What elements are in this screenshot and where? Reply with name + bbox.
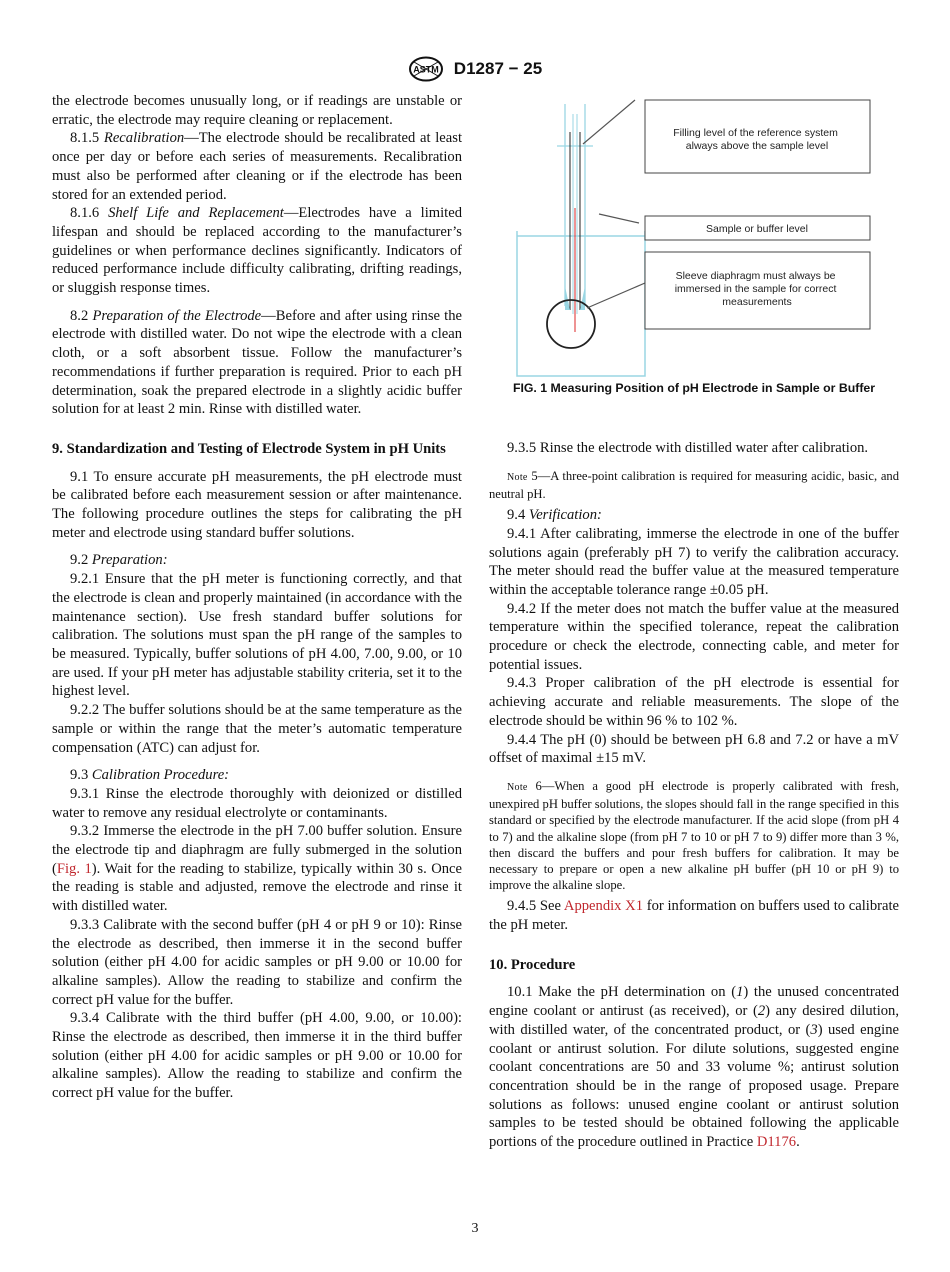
right-column (489, 439, 899, 1152)
paragraph-9-4-2: 9.4.2 If the meter does not match the buffer value at the measured temperature within the specified tolerance, repeat the calibration procedure or check the electrode, connecting cable, and meter for potential issues. (489, 600, 899, 673)
paragraph-8-1-6: 8.1.6 Shelf Life and Replacement—Electrodes have a limited lifespan and should be replaced according to the manufacturer’s guidelines or when performance declines significantly. Indicators of reduced performance include difficulty calibrating, drifting readings, or sluggish response times. (52, 205, 462, 297)
diaphragm-left (565, 286, 570, 310)
astm-logo-text: ASTM (413, 64, 439, 75)
paragraph-9-4-5: 9.4.5 See Appendix X1 for information on buffers used to calibrate the pH meter. (489, 898, 900, 934)
note-6: Note 6—When a good pH electrode is properly calibrated with fresh, unexpired pH buffer solutions, the slopes should fall in the range specified in this standard or specified by the electrode manufacturer. If the acid slope (from pH 4 to 7) and the alkaline slope (from pH 7 to 10 or pH 7 to 9) differ more than 3 %, then discard the buffers and pour fresh buffers for calibration. It may be necessary to prepare or open a new alkaline pH buffer (pH 10 or pH 9) to improve the alkaline slope. (489, 778, 899, 893)
paragraph-9-3-2: 9.3.2 Immerse the electrode in the pH 7.00 buffer solution. Ensure the electrode tip and diaphragm are fully submerged in the solution (Fig. 1). Wait for the reading to stabilize, typically within 30 s. Once the reading is stable and adjusted, remove the electrode and rinse it with distilled water. (52, 823, 463, 915)
electrode-diagram (489, 96, 899, 408)
paragraph-9-3-1: 9.3.1 Rinse the electrode thoroughly with deionized or distilled water to remove any residual electrolyte or contaminants. (52, 785, 462, 821)
label-sample-level: Sample or buffer level (706, 223, 808, 235)
section-10-heading: 10. Procedure (489, 956, 576, 973)
leader-line-1 (583, 100, 635, 144)
paragraph-9-4-1: 9.4.1 After calibrating, immerse the electrode in one of the buffer solutions again (preferably pH 7) to verify the calibration accuracy. The meter should read the buffer value at the measured temperature within the acceptable tolerance range ±0.05 pH. (489, 525, 899, 598)
left-column (52, 92, 462, 1103)
label-sleeve-diaphragm: Sleeve diaphragm must always be immersed in the sample for correct measurements (674, 270, 837, 308)
paragraph-9-3: 9.3 Calibration Procedure: (70, 767, 230, 784)
paragraph-8-1-4-continued: the electrode becomes unusually long, or if readings are unstable or erratic, the electrode may require cleaning or replacement. (52, 93, 462, 128)
paragraph-9-4-3: 9.4.3 Proper calibration of the pH electrode is essential for achieving accurate and reliable measurements. The slope of the electrode should be within 96 % to 102 %. (489, 675, 899, 729)
leader-line-3 (587, 283, 645, 308)
paragraph-9-3-3: 9.3.3 Calibrate with the second buffer (pH 4 or pH 9 or 10): Rinse the electrode as described, then immerse it in the second buffer solution (either pH 4.00 for acidic samples or pH 9.00 or 10.00 for alkaline samples). Allow the reading to stabilize and confirm the correct pH value for the buffer. (52, 916, 462, 1008)
paragraph-10-1: 10.1 Make the pH determination on (1) the unused concentrated engine coolant or antirust (as received), or (2) any desired dilution, with distilled water, of the concentrated product, or (3) used engine coolant or antirust solution. For dilute solutions, suggested engine coolant concentrations are 50 and 33 volume %; antirust solution concentration should be in the range of proposed usage. Prepare solutions as follows: unused engine coolant or antirust solution samples to be tested should be obtained following the applicable portions of the procedure outlined in Practice D1176. (489, 984, 899, 1151)
paragraph-9-2-1: 9.2.1 Ensure that the pH meter is functioning correctly, and that the electrode is clean and properly maintained (in accordance with the maintenance section). Use fresh standard buffer solutions for calibration. The solutions must span the pH range of the samples to be measured. Typically, buffer solutions of pH 4.00, 7.00, 9.00, or 10 are used. If your pH meter has adjustable stability criteria, set it to the highest level. (52, 571, 462, 700)
diaphragm-right (580, 286, 585, 310)
paragraph-9-4: 9.4 Verification: (507, 507, 602, 524)
paragraph-9-1: 9.1 To ensure accurate pH measurements, the pH electrode must be calibrated before each measurement session or after maintenance. The following procedure outlines the steps for calibrating the pH meter and electrode using standard buffer solutions. (52, 468, 462, 541)
section-9-heading: 9. Standardization and Testing of Electrode System in pH Units (52, 440, 446, 457)
leader-line-2 (599, 214, 639, 223)
paragraph-9-2: 9.2 Preparation: (70, 552, 168, 569)
astm-logo (408, 56, 444, 82)
appendix-x1-link[interactable]: Appendix X1 (563, 898, 644, 915)
page-number: 3 (471, 1221, 479, 1236)
paragraph-9-3-5: 9.3.5 Rinse the electrode with distilled water after calibration. (507, 440, 869, 456)
paragraph-8-1-5: 8.1.5 Recalibration—The electrode should be recalibrated at least once per day or before each series of measurements. Recalibration must also be performed after cleaning or if the electrode has been stored for an extended period. (52, 130, 463, 203)
d1176-link[interactable]: D1176 (756, 1134, 797, 1151)
figure-1 (489, 96, 899, 408)
paragraph-8-2: 8.2 Preparation of the Electrode—Before and after using rinse the electrode with distilled water. Do not wipe the electrode with a clean cloth, or a soft absorbent tissue. Follow the manufacturer’s recommendations if further preparation is required. Prior to each pH determination, soak the prepared electrode in a slightly acidic buffer solution for at least 2 min. Rinse with distilled water. (52, 307, 462, 418)
document-designation: D1287 − 25 (453, 59, 543, 78)
note-5: Note 5—A three-point calibration is required for measuring acidic, basic, and neutral pH. (489, 468, 899, 501)
figure-caption: FIG. 1 Measuring Position of pH Electrode in Sample or Buffer (512, 381, 876, 395)
paragraph-9-3-4: 9.3.4 Calibrate with the third buffer (pH 4.00, 9.00, or 10.00): Rinse the electrode as described, then immerse it in the third buffer solution (either pH 4.00 for acidic samples or pH 9.00 or 10.00 for alkaline samples). Allow the reading to stabilize and confirm the correct pH value for the buffer. (52, 1010, 462, 1102)
paragraph-9-2-2: 9.2.2 The buffer solutions should be at the same temperature as the sample or within the range that the meter’s automatic temperature compensation (ATC) can adjust for. (52, 702, 462, 756)
beaker-outline (517, 231, 645, 376)
page-header (0, 56, 950, 82)
paragraph-9-4-4: 9.4.4 The pH (0) should be between pH 6.8 and 7.2 or have a mV offset of maximal ±15 mV. (489, 731, 899, 767)
label-filling-level: Filling level of the reference system always above the sample level (673, 127, 838, 152)
fig-1-link[interactable]: Fig. 1 (56, 860, 92, 877)
